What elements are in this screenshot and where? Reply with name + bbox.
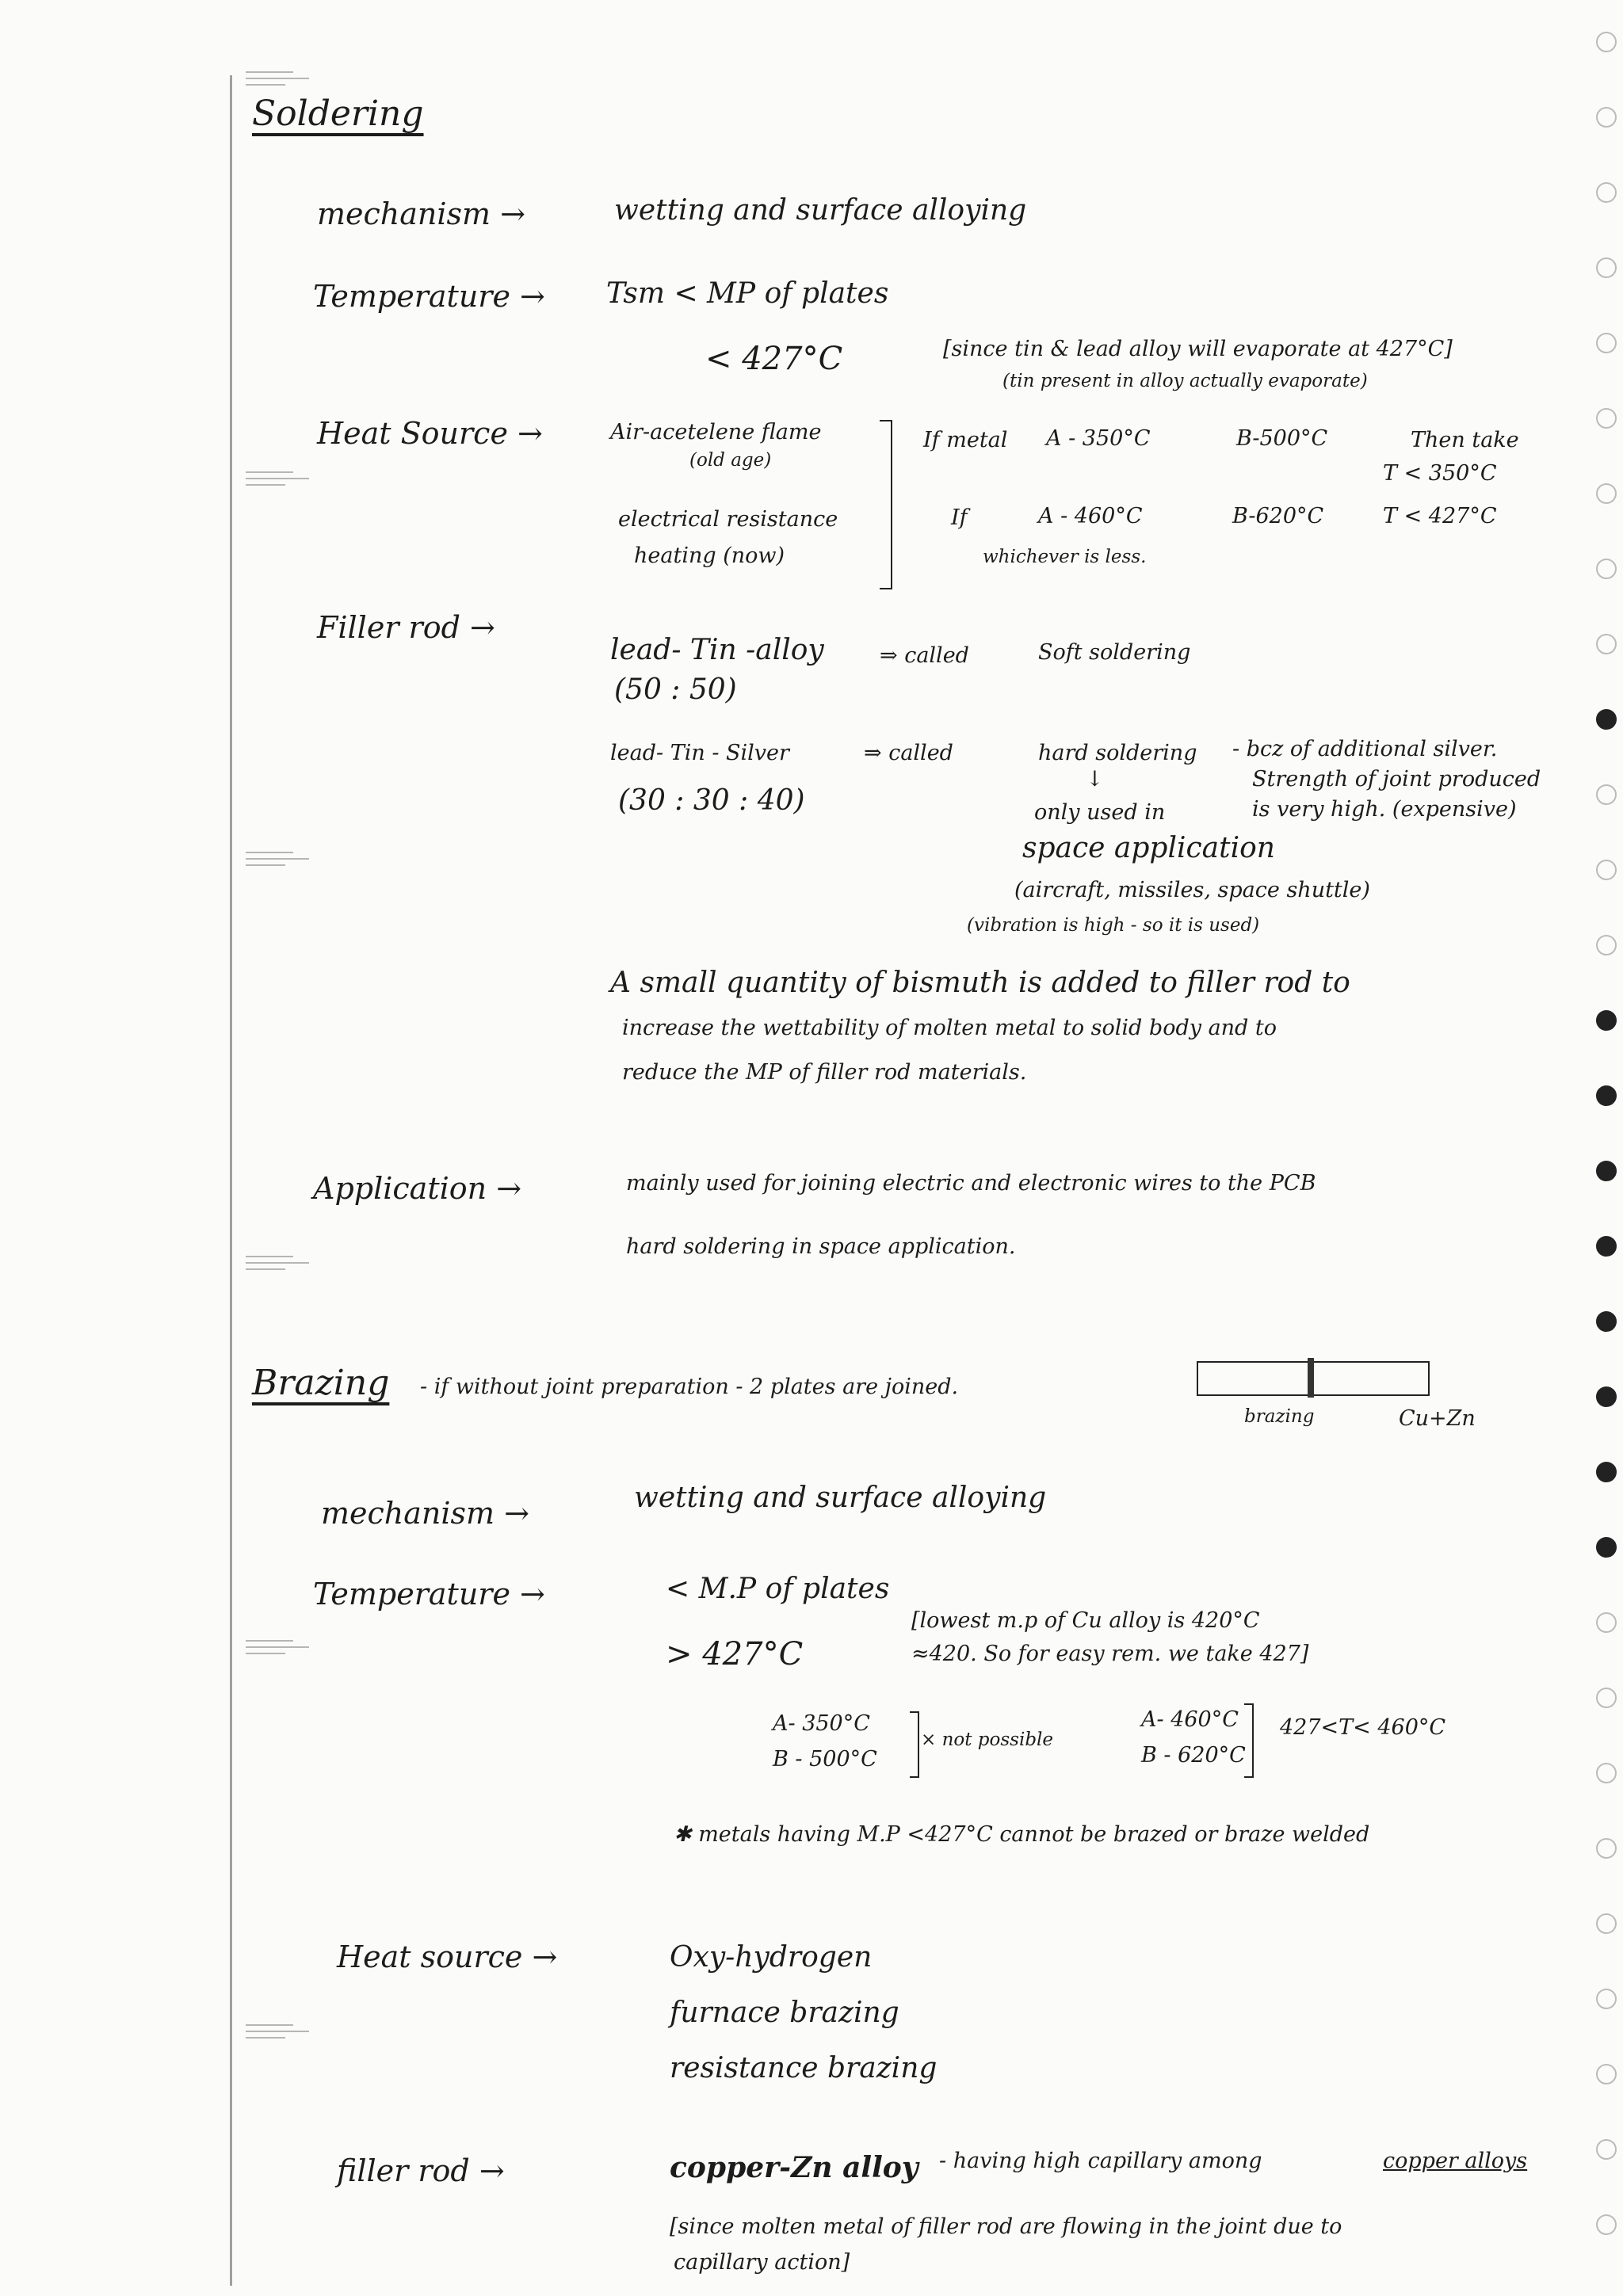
soldering-application-1: mainly used for joining electric and electronic wires to the PCB [626,1171,1316,1196]
hard-soldering-use-1: only used in [1034,800,1166,825]
brazing-heading-note: - if without joint preparation - 2 plates are joined. [420,1375,959,1399]
scan-smudge [246,1640,309,1664]
filler-soft-soldering: Soft soldering [1038,640,1191,665]
soldering-temperature-limit: < 427°C [705,341,843,377]
brazing-mechanism-label: mechanism → [321,1496,530,1531]
filler-hard-soldering: hard soldering [1038,741,1197,765]
hard-soldering-reason-3: is very high. (expensive) [1252,797,1517,822]
brazing-figure-material: Cu+Zn [1399,1406,1476,1431]
brazing-temperature-note-1: [lowest m.p of Cu alloy is 420°C [911,1608,1260,1633]
heat-source-flame-note: (old age) [689,450,772,471]
hard-soldering-use-3: (aircraft, missiles, space shuttle) [1014,878,1370,902]
brazing-temperature-value: < M.P of plates [666,1573,890,1605]
binding-holes [1575,32,1623,2282]
brazing-filler-note: - having high capillary among [939,2149,1262,2173]
soldering-example2-result: T < 427°C [1383,504,1497,528]
brazing-heat-source-3: resistance brazing [670,2052,938,2084]
heat-source-resistance: electrical resistance [618,507,838,532]
soldering-heading: Soldering [252,93,424,134]
brazing-temperature-limit: > 427°C [666,1636,804,1672]
soldering-heat-source-label: Heat Source → [317,416,543,451]
soldering-temperature-subnote: (tin present in alloy actually evaporate) [1002,371,1368,391]
brazing-heat-source-1: Oxy-hydrogen [670,1941,873,1974]
soldering-example2-if: If [951,505,968,530]
brazing-filler-reason-2: capillary action] [674,2250,850,2275]
brazing-heat-source-2: furnace brazing [670,1997,899,2029]
brazing-example2-result: 427<T< 460°C [1280,1715,1446,1740]
heat-source-bracket [880,420,892,589]
filler-lead-tin-silver-called: ⇒ called [864,741,953,765]
soldering-temperature-note: [since tin & lead alloy will evaporate at 427°C] [943,337,1453,361]
brazing-temperature-note-2: ≈420. So for easy rem. we take 427] [911,1642,1309,1666]
soldering-example2-b: B-620°C [1232,504,1324,528]
bismuth-note-line-3: reduce the MP of filler rod materials. [622,1060,1027,1085]
heat-source-resistance-b: heating (now) [634,543,785,568]
brazing-figure [1197,1361,1430,1396]
scan-smudge [246,471,309,495]
soldering-temperature-label: Temperature → [313,279,545,314]
brazing-example2-a: A- 460°C [1141,1707,1239,1732]
scan-smudge [246,1256,309,1280]
soldering-temperature-value: Tsm < MP of plates [606,277,889,310]
filler-lead-tin-ratio: (50 : 50) [614,673,737,706]
soldering-example2-note: whichever is less. [983,547,1147,567]
soldering-application-2: hard soldering in space application. [626,1234,1016,1259]
filler-lead-tin: lead- Tin -alloy [610,634,824,666]
bismuth-note-line-2: increase the wettability of molten metal to solid body and to [622,1016,1277,1040]
soldering-application-label: Application → [313,1171,522,1206]
scan-smudge [246,71,309,95]
bismuth-note-line-1: A small quantity of bismuth is added to filler rod to [610,967,1350,999]
brazing-joint [1308,1358,1314,1398]
hard-soldering-reason-1: - bcz of additional silver. [1232,737,1498,761]
brazing-filler-copper-alloys: copper alloys [1383,2149,1528,2173]
filler-lead-tin-silver: lead- Tin - Silver [610,741,789,765]
hard-soldering-reason-2: Strength of joint produced [1252,767,1541,791]
soldering-example1-then: Then take [1411,428,1519,452]
scan-smudge [246,2024,309,2048]
hard-soldering-use-2: space application [1022,832,1275,864]
brazing-example1-result: × not possible [921,1730,1054,1750]
brazing-example2-b: B - 620°C [1141,1743,1246,1768]
margin-line [230,75,232,2286]
soldering-example1-a: A - 350°C [1046,426,1151,451]
soldering-mechanism-value: wetting and surface alloying [614,194,1027,227]
brazing-example1-bracket [910,1711,919,1778]
brazing-filler-value: copper-Zn alloy [670,2151,918,2184]
soldering-example1-if: If metal [923,428,1008,452]
brazing-heat-source-label: Heat source → [337,1939,558,1974]
hard-soldering-use-4: (vibration is high - so it is used) [967,915,1260,936]
filler-lead-tin-called: ⇒ called [880,643,969,668]
soldering-example1-b: B-500°C [1236,426,1328,451]
soldering-example1-result: T < 350°C [1383,461,1497,486]
brazing-filler-reason-1: [since molten metal of filler rod are flowing in the joint due to [670,2214,1342,2239]
soldering-filler-label: Filler rod → [317,610,495,645]
brazing-figure-label: brazing [1244,1406,1315,1427]
brazing-mechanism-value: wetting and surface alloying [634,1482,1047,1514]
brazing-temperature-label: Temperature → [313,1577,545,1611]
hard-soldering-arrow: ↓ [1086,767,1104,791]
brazing-filler-label: filler rod → [337,2153,505,2188]
brazing-example1-a: A- 350°C [773,1711,870,1736]
brazing-example2-bracket [1244,1703,1254,1778]
filler-lead-tin-silver-ratio: (30 : 30 : 40) [618,784,805,817]
heat-source-flame: Air-acetelene flame [610,420,822,444]
scan-smudge [246,852,309,875]
soldering-mechanism-label: mechanism → [317,196,526,231]
brazing-example1-b: B - 500°C [773,1747,877,1772]
brazing-metals-note: ✱ metals having M.P <427°C cannot be brazed or braze welded [674,1822,1370,1847]
soldering-example2-a: A - 460°C [1038,504,1143,528]
brazing-heading: Brazing [252,1363,390,1403]
